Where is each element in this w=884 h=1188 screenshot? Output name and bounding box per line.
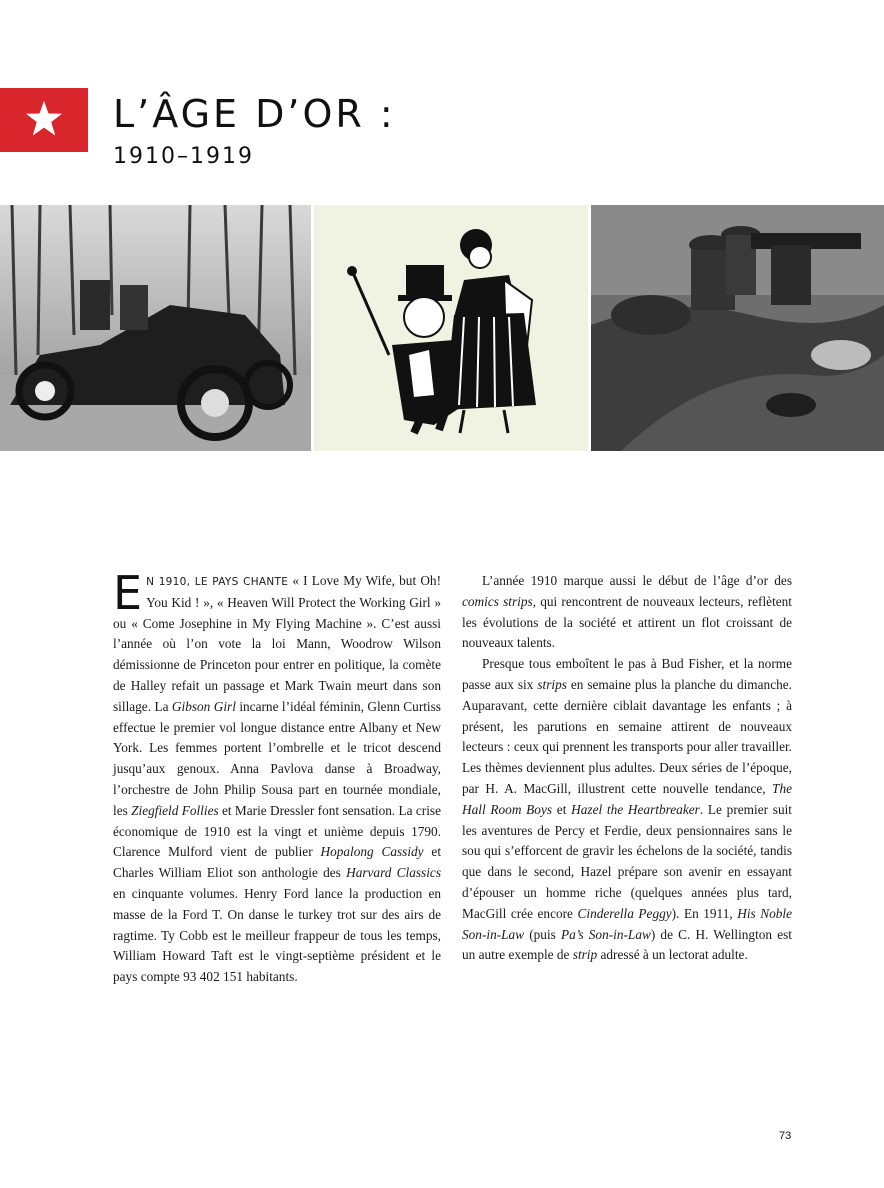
text-run: ) de C. H. Wellington est un autre exemple de xyxy=(462,926,792,963)
text-run: L’année 1910 marque aussi le début de l’âge d’or des xyxy=(482,573,792,588)
italic-title: Ziegfield Follies xyxy=(131,802,219,818)
drop-cap: E xyxy=(113,566,143,620)
italic-term: strips xyxy=(537,676,567,692)
lead-in: N 1910, LE PAYS CHANTE xyxy=(146,576,289,588)
article-column-left xyxy=(113,566,442,988)
text-run: et Charles William Eliot son anthologie des xyxy=(113,844,442,881)
intro-paragraph xyxy=(113,566,442,988)
text-run: , qui rencontrent de nouveaux lecteurs, reflètent les évolutions de la société et attirent un flot croissant de nouveaux talents. xyxy=(462,593,793,651)
text-run: incarne l’idéal féminin, Glenn Curtiss effectue le premier vol longue distance entre Albany et New York. Les femmes portent l’ombrelle et le tricot descend jusqu’aux genoux. Anna Pavlova danse à Broadway, l’orchestre de John Philip Sousa part en tournée mondiale, les xyxy=(113,698,441,818)
italic-title: Harvard Classics xyxy=(346,865,441,881)
italic-title: Gibson Girl xyxy=(171,698,236,714)
italic-title: Pa’s Son-in-Law xyxy=(560,926,651,942)
soldiers-photo xyxy=(591,205,884,451)
text-run: Presque tous emboîtent le pas à Bud Fisher, et la norme passe aux six xyxy=(462,656,792,692)
italic-title: His Noble Son-in-Law xyxy=(462,905,793,942)
text-run: en semaine plus la planche du dimanche. Auparavant, cette dernière ciblait davantage les enfants ; à présent, les parutions en semaine attirent de nouveaux lecteurs : ceux qui prennent les transports pour aller travailler. Les thèmes deviennent plus adultes. Deux séries de l’époque, par H. A. MacGill, illustrent cette nouvelle tendance, xyxy=(462,676,792,796)
italic-title: The Hall Room Boys xyxy=(462,780,792,817)
text-run: en cinquante volumes. Henry Ford lance la production en masse de la Ford T. On danse le turkey trot sur des airs de ragtime. Ty Cobb est le meilleur frappeur de tous les temps, William Howard Taft est le vingt-septième président et le pays compte 93 402 151 habitants. xyxy=(113,885,441,985)
paragraph xyxy=(462,571,792,654)
page-number: 73 xyxy=(779,1130,792,1142)
text-run: (puis xyxy=(524,926,561,942)
page-subtitle: 1910–1919 xyxy=(113,144,254,169)
paragraph xyxy=(462,654,792,966)
text-run: . Le premier suit les aventures de Percy et Ferdie, deux pensionnaires sans le sou qui s’efforcent de gravir les échelons de la société, tandis que dans le second, Hazel prépare son avenir en essayant d’épouser un homme riche (quelques années plus tard, MacGill crée encore xyxy=(462,801,792,921)
article-column-right xyxy=(462,571,792,966)
text-run: et Marie Dressler font sensation. La crise économique de 1910 est la vingt et unième depuis 1790. Clarence Mulford vient de publier xyxy=(113,802,441,860)
star-icon xyxy=(25,100,63,138)
italic-title: Hazel the Heartbreaker xyxy=(571,801,700,817)
text-run: et xyxy=(552,801,572,817)
car-photo xyxy=(0,205,311,451)
text-run: « I Love My Wife, but Oh! You Kid ! », « Heaven Will Protect the Working Girl » ou « Come Josephine in My Flying Machine ». C’est aussi l’année où l’on vote la loi Mann, Woodrow Wilson démissionne de Princeton pour entrer en politique, la comète de Halley refait un passage et Mark Twain meurt dans son sillage. La xyxy=(113,573,441,714)
page-title: L’ÂGE D’OR : xyxy=(113,92,396,136)
text-run: adressé à un lectorat adulte. xyxy=(597,947,748,963)
italic-term: comics strips xyxy=(462,593,533,609)
comic-illustration xyxy=(314,205,588,451)
italic-title: Cinderella Peggy xyxy=(577,905,672,921)
italic-title: Hopalong Cassidy xyxy=(320,844,424,860)
italic-term: strip xyxy=(572,947,598,963)
text-run: ). En 1911, xyxy=(671,905,738,921)
red-star-badge xyxy=(0,88,88,152)
